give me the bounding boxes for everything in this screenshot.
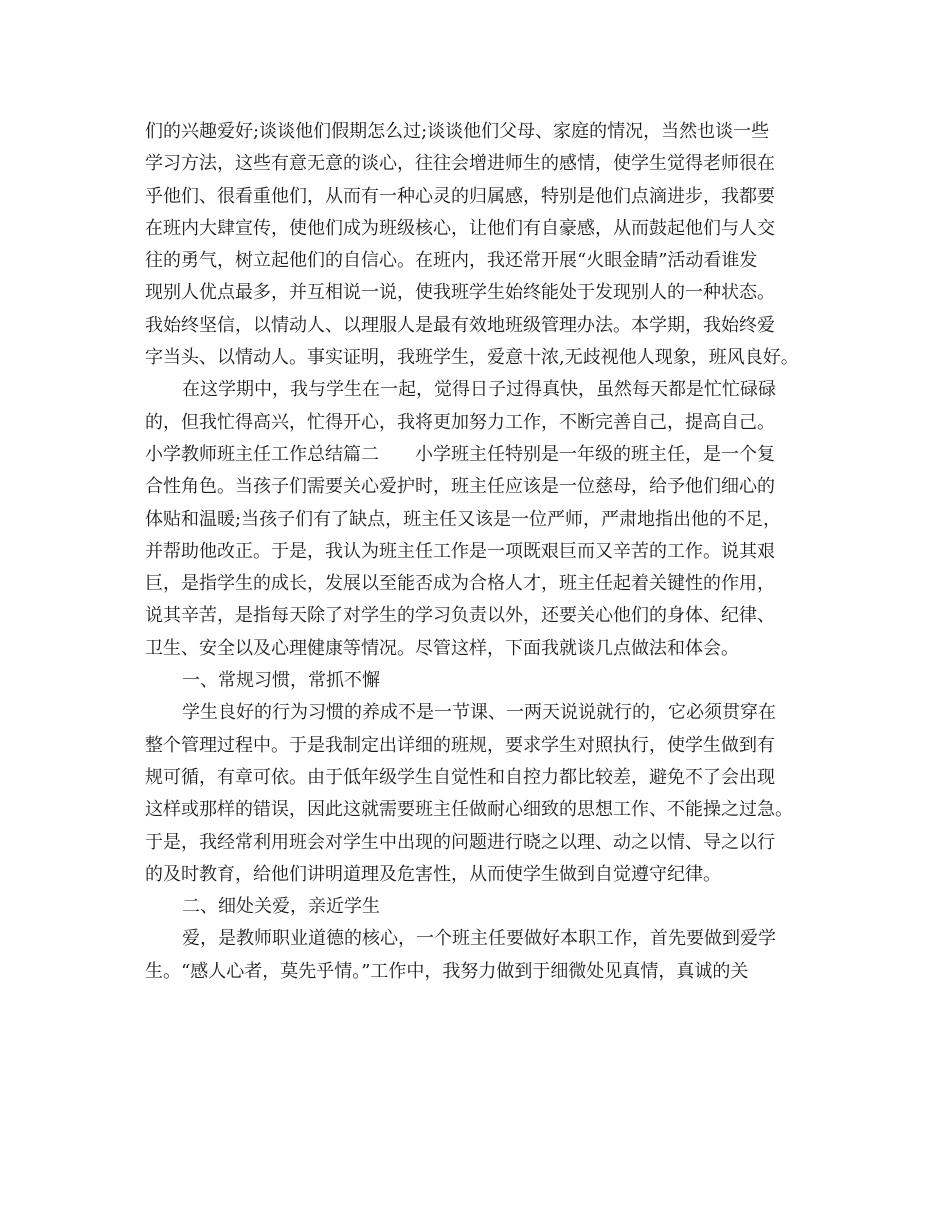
text-line: 体贴和温暖;当孩子们有了缺点，班主任又该是一位严师，严肃地指出他的不足， xyxy=(145,508,782,530)
text-line: 字当头、以情动人。事实证明，我班学生，爱意十浓,无歧视他人现象，班风良好。 xyxy=(145,347,799,369)
text-line: 们的兴趣爱好;谈谈他们假期怎么过;谈谈他们父母、家庭的情况，当然也谈一些 xyxy=(145,121,770,142)
text-line: 学习方法，这些有意无意的谈心，往往会增进师生的感情，使学生觉得老师很在 xyxy=(145,153,775,175)
text-line: 乎他们、很看重他们，从而有一种心灵的归属感，特别是他们点滴进步，我都要 xyxy=(145,185,775,207)
text-line: 的，但我忙得高兴，忙得开心，我将更加努力工作，不断完善自己，提高自己。 xyxy=(145,411,775,433)
text-line: 规可循，有章可依。由于低年级学生自觉性和自控力都比较差，避免不了会出现 xyxy=(145,766,775,788)
document-body xyxy=(145,116,815,988)
text-line: 说其辛苦，是指每天除了对学生的学习负责以外，还要关心他们的身体、纪律、 xyxy=(145,605,775,627)
text-line: 小学教师班主任工作总结篇二 小学班主任特别是一年级的班主任，是一个复 xyxy=(145,443,775,465)
text-line: 爱，是教师职业道德的核心，一个班主任要做好本职工作，首先要做到爱学 xyxy=(182,928,776,950)
text-line: 并帮助他改正。于是，我认为班主任工作是一项既艰巨而又辛苦的工作。说其艰 xyxy=(145,540,775,562)
text-line: 整个管理过程中。于是我制定出详细的班规，要求学生对照执行，使学生做到有 xyxy=(145,734,775,756)
text-line: 在班内大肆宣传，使他们成为班级核心，让他们有自豪感，从而鼓起他们与人交 xyxy=(145,217,775,239)
text-line: 这样或那样的错误，因此这就需要班主任做耐心细致的思想工作、不能操之过急。 xyxy=(145,799,793,821)
text-line: 卫生、安全以及心理健康等情况。尽管这样，下面我就谈几点做法和体会。 xyxy=(145,637,739,659)
text-line: 在这学期中，我与学生在一起，觉得日子过得真快，虽然每天都是忙忙碌碌 xyxy=(182,379,776,401)
text-line: 于是，我经常利用班会对学生中出现的问题进行晓之以理、动之以情、导之以行 xyxy=(145,831,775,853)
text-line: 二、细处关爱，亲近学生 xyxy=(182,896,380,918)
text-line: 现别人优点最多，并互相说一说，使我班学生始终能处于发现别人的一种状态。 xyxy=(145,282,775,304)
text-line: 的及时教育，给他们讲明道理及危害性，从而使学生做到自觉遵守纪律。 xyxy=(145,863,721,885)
text-line: 合性角色。当孩子们需要关心爱护时，班主任应该是一位慈母，给予他们细心的 xyxy=(145,476,775,498)
text-line: 巨，是指学生的成长，发展以至能否成为合格人才，班主任起着关键性的作用， xyxy=(145,573,775,595)
text-line: 一、常规习惯，常抓不懈 xyxy=(182,670,380,692)
text-line: 学生良好的行为习惯的养成不是一节课、一两天说说就行的，它必须贯穿在 xyxy=(182,702,776,724)
text-line: 往的勇气，树立起他们的自信心。在班内，我还常开展“火眼金睛”活动看谁发 xyxy=(145,250,758,272)
text-line: 我始终坚信，以情动人、以理服人是最有效地班级管理办法。本学期，我始终爱 xyxy=(145,314,775,336)
text-line: 生。“感人心者，莫先乎情。”工作中，我努力做到于细微处见真情，真诚的关 xyxy=(145,960,749,982)
